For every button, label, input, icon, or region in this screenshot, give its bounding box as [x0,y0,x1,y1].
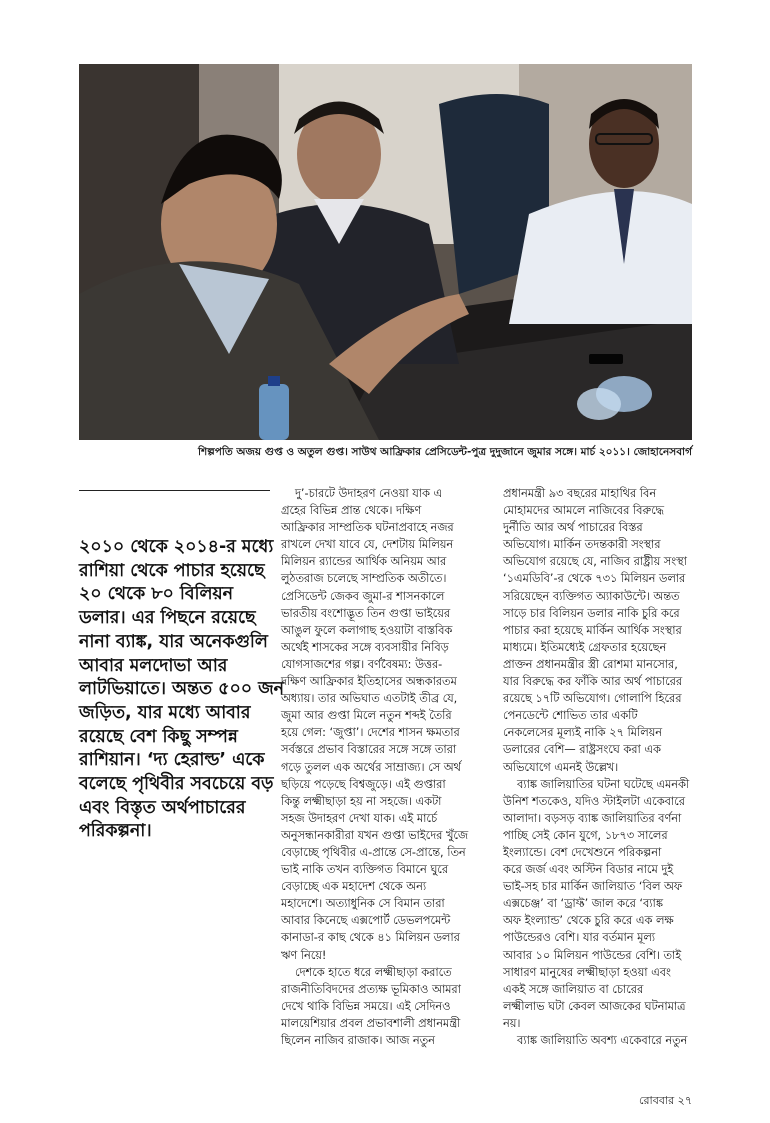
body-text-line: অভিযোগে এমনই উল্লেখ। [503,760,619,774]
photo-caption: শিল্পপতি অজয় গুপ্ত ও অতুল গুপ্ত। সাউথ আফ্রিকার প্রেসিডেন্ট-পুত্র দুদুজানে জুমার সঙ্গে। মার্চ ২০১১। জোহানেসবার্গ [198,446,692,458]
body-text-line: ছিলেন নাজিব রাজাক। আজ নতুন [281,1034,435,1047]
body-text-line: আঙুল ফুলে কলাগাছ হওয়াটা বাস্তবিক [281,623,453,637]
body-text-line: কিন্তু লক্ষ্মীছাড়া হয় না সহজে। একটা [281,794,442,808]
body-text-line: প্রাক্তন প্রধানমন্ত্রীর স্ত্রী রোশমা মানসোর, [503,657,678,671]
pull-quote-line: ২০১০ থেকে ২০১৪-র মধ্যে [79,537,274,557]
body-text-line: ভাই নাকি তখন ব্যক্তিগত বিমানে ঘুরে [281,863,449,877]
body-text-line: অধ্যায়। তার অভিঘাত এতটাই তীব্র যে, [281,692,458,706]
pull-quote-line: এবং বিস্তৃত অর্থপাচারের [79,797,246,818]
body-text-line: সরিয়েছেন ব্যক্তিগত অ্যাকাউন্টে। অন্তত [503,589,680,603]
body-text-line: মাধ্যমে। ইতিমধ্যেই গ্রেফতার হয়েছেন [503,640,667,654]
body-text-line: নয়। [503,1016,521,1030]
body-text-line: রয়েছে ১৭টি অভিযোগ। গোলাপি হিরের [503,692,682,706]
page-folio: রোববার ২৭ [639,1094,692,1107]
body-text-line: যোগসাজশের গল্প। বর্ণবৈষম্য: উত্তর- [281,657,443,671]
body-text-line: নেকলেসের মূল্যই নাকি ২৭ মিলিয়ন [503,726,663,740]
body-text-line: বেড়াচ্ছে এক মহাদেশ থেকে অন্য [281,880,427,894]
body-text-line: ব্যাঙ্ক জালিয়াতি অবশ্য একেবারে নতুন [517,1034,688,1047]
pull-quote-line: পরিকল্পনা। [79,821,152,842]
pull-quote-line: রয়েছে বেশ কিছু সম্পন্ন [79,726,238,747]
pull-quote [79,536,285,844]
body-text-line: দেশকে হাতে ধরে লক্ষ্মীছাড়া করাতে [295,965,452,979]
body-text-line: কানাডা-র কাছ থেকে ৪১ মিলিয়ন ডলার [281,931,460,945]
body-text-line: ছড়িয়ে পড়েছে বিশ্বজুড়ে। এই গুপ্তারা [281,777,446,791]
body-text-line: হয়ে গেল: ‘জুপ্তা’। দেশের শাসন ক্ষমতার [281,726,460,740]
body-text-line: গ্রহের বিভিন্ন প্রান্ত থেকে। দক্ষিণ [281,504,422,518]
body-text-line: লক্ষ্মীলাভ ঘটা কেবল আজকের ঘটনামাত্র [503,999,686,1013]
body-text-line: ব্যাঙ্ক জালিয়াতির ঘটনা ঘটেছে এমনকী [517,777,690,791]
body-text-line: সাধারণ মানুষের লক্ষ্মীছাড়া হওয়া এবং [503,965,671,979]
body-text-line: অফ ইংল্যান্ড’ থেকে চুরি করে এক লক্ষ [503,914,674,928]
body-text-line: মোহামদের আমলে নাজিবের বিরুদ্ধে [503,504,664,518]
article-column-middle [281,485,493,1049]
article-column-right [503,485,693,1049]
body-text-line: দু’-চারটে উদাহরণ নেওয়া যাক এ [295,487,443,500]
body-text-line: করে জর্জ এবং অস্টিন বিডার নামে দুই [503,863,674,877]
body-text-line: দক্ষিণ আফ্রিকার ইতিহাসের অন্ধকারতম [281,675,457,689]
body-text-line: রাজনীতিবিদদের প্রত্যক্ষ ভূমিকাও আমরা [281,982,461,996]
body-text-line: একই সঙ্গে জালিয়াত বা চোরের [503,982,644,996]
body-text-line: মিলিয়ন র‍্যান্ডের আর্থিক অনিয়ম আর [281,555,447,569]
body-text-line: সর্বস্তরে প্রভাব বিস্তারের সঙ্গে সঙ্গে তারা [281,743,457,757]
pull-quote-line: ডলার। এর পিছনে রয়েছে [79,608,256,629]
body-text-line: অনুসন্ধানকারীরা যখন গুপ্তা ভাইদের খুঁজে [281,828,469,842]
body-text-line: ডলারের বেশি— রাষ্ট্রসংঘে করা এক [503,743,661,757]
body-text-line: পাউন্ডেরও বেশি। যার বর্তমান মূল্য [503,931,656,945]
body-text-line: মহাদেশে। অত্যাধুনিক সে বিমান তারা [281,897,445,911]
body-text-line: ভাই-সহ চার মার্কিন জালিয়াত ‘বিল অফ [503,880,683,894]
body-text-line: ‘১এমডিবি’-র থেকে ৭৩১ মিলিয়ন ডলার [503,572,686,586]
body-text-line: যার বিরুদ্ধে কর ফাঁকি আর অর্থ পাচারের [503,675,683,689]
body-text-line: মালয়েশিয়ার প্রবল প্রভাবশালী প্রধানমন্ত্রী [281,1016,461,1030]
body-text-line: পাচ্ছি সেই কোন যুগে, ১৮৭৩ সালের [503,828,668,842]
body-text-line: আবার ১০ মিলিয়ন পাউন্ডের বেশি। তাই [503,948,682,962]
body-text-line: উনিশ শতকেও, যদিও স্টাইলটা একেবারে [503,794,685,808]
pull-quote-line: রাশিয়া থেকে পাচার হয়েছে [79,560,265,581]
body-text-line: অর্থেই শাসকের সঙ্গে ব্যবসায়ীর নিবিড় [281,640,449,654]
body-text-line: সহজ উদাহরণ দেখা যাক। এই মার্চে [281,811,438,825]
body-text-line: লুঠতরাজ চলেছে সাম্প্রতিক অতীতে। [281,572,447,586]
body-text-line: আলাদা। বড়সড় ব্যাঙ্ক জালিয়াতির বর্ণনা [503,811,682,825]
pull-quote-line: রাশিয়ান। ‘দ্য হেরাল্ড’ একে [79,750,265,771]
body-text-line: রাখলে দেখা যাবে যে, দেশটায় মিলিয়ন [281,538,454,552]
article-photo [79,64,692,440]
pull-quote-line: বলেছে পৃথিবীর সবচেয়ে বড় [79,774,274,795]
pull-quote-line: লাটভিয়াতে। অন্তত ৫০০ জন [79,679,285,700]
body-text-line: পাচার করা হয়েছে মার্কিন আর্থিক সংস্থার [503,623,682,637]
body-text-line: প্রধানমন্ত্রী ৯৩ বছরের মাহাথির বিন [503,487,657,500]
body-text-line: আফ্রিকার সাম্প্রতিক ঘটনাপ্রবাহে নজর [281,521,454,535]
body-text-line: ভারতীয় বংশোদ্ভূত তিন গুপ্তা ভাইয়ের [281,606,451,620]
pull-quote-line: নানা ব্যাঙ্ক, যার অনেকগুলি [79,631,268,652]
pull-quote-line: ২০ থেকে ৮০ বিলিয়ন [79,584,234,605]
body-text-line: দুর্নীতি আর অর্থ পাচারের বিস্তর [503,521,643,535]
body-text-line: অভিযোগ রয়েছে যে, নাজিব রাষ্ট্রীয় সংস্থা [503,555,687,569]
pull-quote-line: আবার মলদোভা আর [79,655,228,676]
pull-quote-line: জড়িত, যার মধ্যে আবার [79,702,251,723]
body-text-line: দেখে থাকি বিভিন্ন সময়ে। এই সেদিনও [281,999,451,1013]
body-text-line: এক্সচেঞ্জ’ বা ‘ড্রাফ্ট’ জাল করে ‘ব্যাঙ্ক [503,897,663,911]
body-text-line: অভিযোগ। মার্কিন তদন্তকারী সংস্থার [503,538,661,552]
body-text-line: জুমা আর গুপ্তা মিলে নতুন শব্দই তৈরি [281,709,452,723]
body-text-line: আবার কিনেছে এক্সপোর্ট ডেভলপমেন্ট [281,914,451,928]
body-text-line: সাড়ে চার বিলিয়ন ডলার নাকি চুরি করে [503,606,680,620]
body-text-line: প্রেসিডেন্ট জেকব জুমা-র শাসনকালে [281,589,445,603]
body-text-line: ঋণ নিয়ে! [281,948,327,962]
pull-quote-rule [79,490,270,491]
body-text-line: ইংল্যান্ডে। বেশ দেখেশুনে পরিকল্পনা [503,845,662,859]
body-text-line: পেনডেন্টে শোভিত তার একটি [503,709,638,723]
body-text-line: বেড়াচ্ছে পৃথিবীর এ-প্রান্তে সে-প্রান্তে, তিন [281,845,466,859]
photo-illustration [79,64,692,440]
body-text-line: গড়ে তুলল এক অর্থের সাম্রাজ্য। সে অর্থ [281,760,461,774]
